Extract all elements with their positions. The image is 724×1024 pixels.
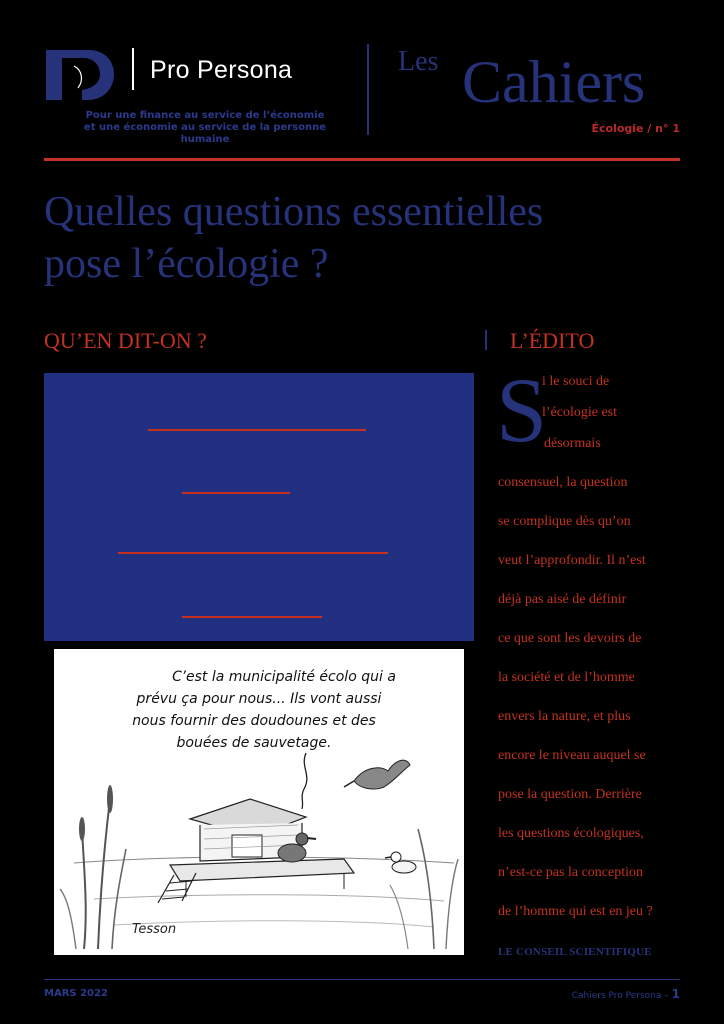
edito-line: encore le niveau auquel se [498,748,646,763]
edito-line: la société et de l’homme [498,670,635,685]
section-heading-quen-dit-on: QU’EN DIT-ON ? [44,328,207,353]
brand-name: Pro Persona [150,56,293,84]
page-title [44,186,684,290]
cartoon-drawing [54,649,464,955]
edito-line: désormais [544,436,601,451]
page-number: 1 [671,987,680,1001]
cartoon-caption-line-2: prévu ça pour nous... Ils vont aussi [136,691,382,707]
cartoon-caption-line-4: bouées de sauvetage. [176,735,332,751]
logo-divider [132,48,134,90]
edito-line: envers la nature, et plus [498,709,631,724]
edito-line: ce que sont les devoirs de [498,631,642,646]
edito-line: déjà pas aisé de définir [498,592,627,607]
edito-line: pose la question. Derrière [498,787,642,802]
edito-line: de l’homme qui est en jeu ? [498,904,653,919]
edito-line: n’est-ce pas la conception [498,865,643,880]
edito-line: se complique dès qu’on [498,514,631,529]
edito-line: consensuel, la question [498,475,628,490]
cartoon-image [54,649,464,955]
edito-line: i le souci de [542,374,610,389]
cartoon-caption-line-3: nous fournir des doudounes et des [132,713,376,729]
masthead-les: Les [398,46,439,77]
tagline-line-2: et une économie au service de la personne humaine [83,122,327,145]
column-divider [485,330,487,350]
title-line-2: pose l’écologie ? [44,241,329,287]
header-divider [367,44,369,135]
issue-label: Écologie / n° 1 [591,122,680,135]
quote-rule [118,552,388,554]
tagline-line-1: Pour une finance au service de l’économie [85,110,325,121]
quote-rule [182,492,290,494]
footer-rule [44,979,680,980]
section-heading-edito: L’ÉDITO [510,328,595,353]
edito-line: veut l’approfondir. Il n’est [498,553,646,568]
header-red-rule [44,158,680,161]
tagline [60,110,350,146]
quote-rule [182,616,322,618]
footer-publication-name: Cahiers Pro Persona – [571,991,669,1001]
edito-line: l’écologie est [542,405,618,420]
edito-dropcap: S [496,359,548,461]
edito-line: les questions écologiques, [498,826,644,841]
cartoon-signature: Tesson [132,922,177,937]
edito-signature: LE CONSEIL SCIENTIFIQUE [498,946,652,958]
cartoon-caption-line-1: C’est la municipalité écolo qui a [172,669,396,685]
masthead-cahiers: Cahiers [462,49,646,115]
title-line-1: Quelles questions essentielles [44,189,544,235]
quotes-box [44,373,474,641]
footer-publication [572,987,680,1001]
pro-persona-logo-icon [44,46,116,106]
quote-rule [148,429,366,431]
footer-date: MARS 2022 [44,988,108,999]
